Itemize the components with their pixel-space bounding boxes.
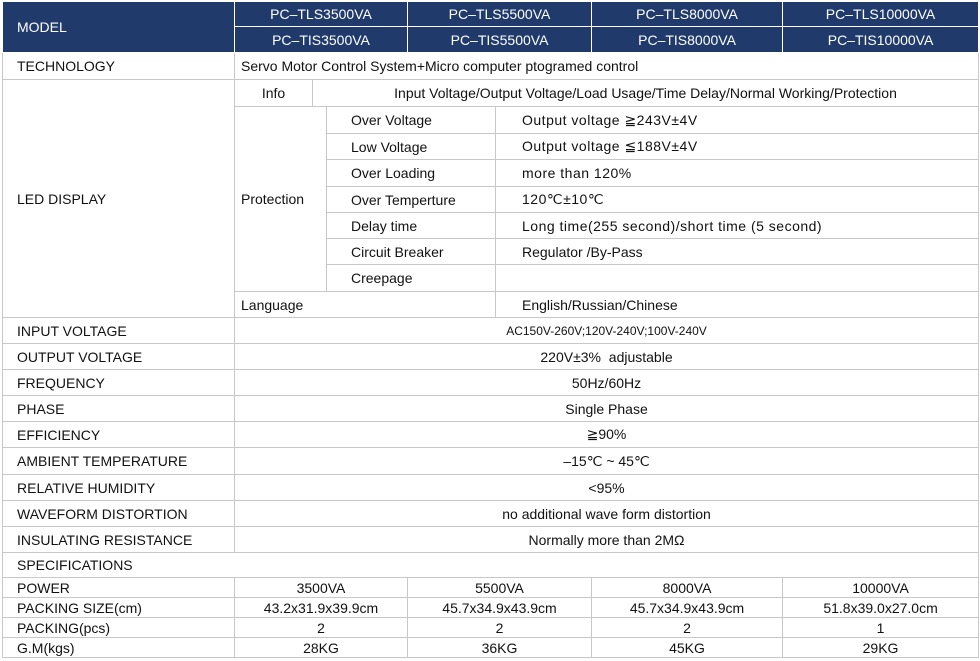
info-label: Info: [235, 80, 313, 107]
model-row-tls: [3, 2, 979, 27]
spec-label: PHASE: [3, 396, 235, 422]
model-tis-8000: PC–TIS8000VA: [592, 27, 783, 53]
spec-table-row: [3, 578, 979, 598]
spec-table-cell: 2: [235, 618, 408, 638]
spec-row: [3, 344, 979, 370]
led-info-row: [3, 80, 979, 107]
technology-label: TECHNOLOGY: [3, 53, 235, 80]
spec-label: RELATIVE HUMIDITY: [3, 475, 235, 501]
model-tls-8000: PC–TLS8000VA: [592, 2, 783, 27]
protection-value: more than 120%: [496, 160, 979, 187]
model-tis-3500: PC–TIS3500VA: [235, 27, 408, 53]
spec-table-cell: 10000VA: [783, 578, 979, 598]
spec-table-cell: 45KG: [592, 638, 783, 658]
protection-name: Over Temperture: [327, 187, 496, 213]
model-tls-3500: PC–TLS3500VA: [235, 2, 408, 27]
protection-value: Output voltage ≦188V±4V: [496, 134, 979, 160]
spec-table-label: PACKING(pcs): [3, 618, 235, 638]
protection-name: Over Voltage: [327, 107, 496, 134]
spec-label: WAVEFORM DISTORTION: [3, 501, 235, 527]
spec-label: OUTPUT VOLTAGE: [3, 344, 235, 370]
specifications-label: SPECIFICATIONS: [3, 553, 979, 578]
spec-table-row: [3, 598, 979, 618]
protection-name: Over Loading: [327, 160, 496, 187]
spec-label: INSULATING RESISTANCE: [3, 527, 235, 553]
language-value: English/Russian/Chinese: [496, 292, 979, 318]
spec-value: no additional wave form distortion: [235, 501, 979, 527]
spec-table-cell: 5500VA: [408, 578, 592, 598]
info-value: Input Voltage/Output Voltage/Load Usage/Time Delay/Normal Working/Protection: [313, 80, 979, 107]
technology-value: Servo Motor Control System+Micro computer ptogramed control: [235, 53, 979, 80]
model-tis-5500: PC–TIS5500VA: [408, 27, 592, 53]
model-label: MODEL: [3, 2, 235, 53]
spec-value: Single Phase: [235, 396, 979, 422]
spec-row: [3, 396, 979, 422]
spec-table-cell: 45.7x34.9x43.9cm: [592, 598, 783, 618]
spec-label: INPUT VOLTAGE: [3, 318, 235, 344]
spec-row: [3, 422, 979, 448]
spec-table-cell: 2: [592, 618, 783, 638]
spec-value: –15℃ ~ 45℃: [235, 448, 979, 475]
spec-table-cell: 8000VA: [592, 578, 783, 598]
protection-value: Regulator /By-Pass: [496, 239, 979, 265]
spec-table-label: G.M(kgs): [3, 638, 235, 658]
spec-table-cell: 45.7x34.9x43.9cm: [408, 598, 592, 618]
spec-table-cell: 51.8x39.0x27.0cm: [783, 598, 979, 618]
protection-value: Long time(255 second)/short time (5 second): [496, 213, 979, 239]
spec-table-cell: 2: [408, 618, 592, 638]
model-tls-5500: PC–TLS5500VA: [408, 2, 592, 27]
language-label: Language: [235, 292, 496, 318]
specifications-header-row: [3, 553, 979, 578]
led-display-label: LED DISPLAY: [3, 80, 235, 318]
protection-value: Output voltage ≧243V±4V: [496, 107, 979, 134]
spec-table-cell: 3500VA: [235, 578, 408, 598]
spec-table-label: POWER: [3, 578, 235, 598]
protection-value: 120℃±10℃: [496, 187, 979, 213]
spec-label: EFFICIENCY: [3, 422, 235, 448]
spec-label: FREQUENCY: [3, 370, 235, 396]
spec-table-cell: 28KG: [235, 638, 408, 658]
spec-row: [3, 318, 979, 344]
spec-value: <95%: [235, 475, 979, 501]
protection-label: Protection: [235, 107, 327, 292]
model-tls-10000: PC–TLS10000VA: [783, 2, 979, 27]
spec-row: [3, 527, 979, 553]
spec-table-label: PACKING SIZE(cm): [3, 598, 235, 618]
protection-name: Creepage: [327, 265, 496, 292]
spec-row: [3, 448, 979, 475]
spec-row: [3, 501, 979, 527]
spec-table-cell: 29KG: [783, 638, 979, 658]
model-tis-10000: PC–TIS10000VA: [783, 27, 979, 53]
spec-value: AC150V-260V;120V-240V;100V-240V: [235, 318, 979, 344]
spec-value: 50Hz/60Hz: [235, 370, 979, 396]
spec-label: AMBIENT TEMPERATURE: [3, 448, 235, 475]
spec-value: ≧90%: [235, 422, 979, 448]
protection-name: Delay time: [327, 213, 496, 239]
spec-table-row: [3, 618, 979, 638]
protection-name: Circuit Breaker: [327, 239, 496, 265]
protection-value: [496, 265, 979, 292]
spec-row: [3, 370, 979, 396]
spec-table: [2, 1, 979, 658]
spec-table-row: [3, 638, 979, 658]
spec-table-cell: 36KG: [408, 638, 592, 658]
spec-value: Normally more than 2MΩ: [235, 527, 979, 553]
spec-table-cell: 1: [783, 618, 979, 638]
technology-row: [3, 53, 979, 80]
spec-value: 220V±3% adjustable: [235, 344, 979, 370]
spec-table-cell: 43.2x31.9x39.9cm: [235, 598, 408, 618]
spec-row: [3, 475, 979, 501]
protection-name: Low Voltage: [327, 134, 496, 160]
